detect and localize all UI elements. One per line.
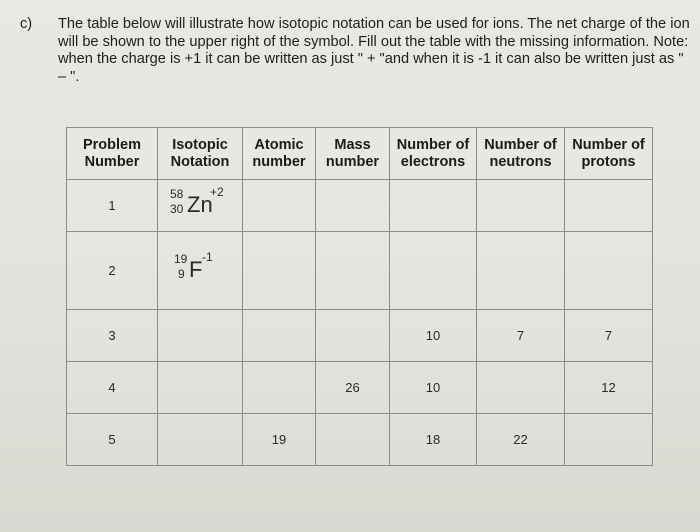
header-atomic-number: Atomic number [243, 128, 316, 180]
protons-cell[interactable] [565, 232, 653, 310]
isotope-table [66, 127, 653, 466]
electrons-cell[interactable]: 10 [390, 362, 477, 414]
atomic-number-cell[interactable] [243, 180, 316, 232]
header-isotopic-notation: Isotopic Notation [158, 128, 243, 180]
mass-number-cell[interactable] [316, 180, 390, 232]
charge-superscript: +2 [210, 185, 224, 199]
neutrons-cell[interactable] [477, 362, 565, 414]
electrons-cell[interactable] [390, 180, 477, 232]
atomic-number-cell[interactable] [243, 362, 316, 414]
problem-number-cell: 5 [67, 414, 158, 466]
header-number-of-neutrons: Number of neutrons [477, 128, 565, 180]
mass-number-superscript: 19 [174, 252, 188, 266]
atomic-number-subscript: 30 [170, 202, 184, 216]
charge-superscript: -1 [202, 250, 213, 264]
header-problem-number: Problem Number [67, 128, 158, 180]
electrons-cell[interactable] [390, 232, 477, 310]
protons-cell[interactable]: 7 [565, 310, 653, 362]
isotope-notation [170, 252, 230, 286]
electrons-cell[interactable]: 10 [390, 310, 477, 362]
isotopic-notation-cell[interactable] [158, 414, 243, 466]
neutrons-cell[interactable] [477, 180, 565, 232]
instructions-text: The table below will illustrate how isotopic notation can be used for ions. The net charge of the ion will be shown to the upper right of the symbol. Fill out the table with the missing information. Note: when the charge is +1 it can be written as just " + "and when it is -1 it can also be written just as " – ". [58, 16, 690, 85]
protons-cell[interactable] [565, 414, 653, 466]
isotopic-notation-cell[interactable] [158, 310, 243, 362]
intro-paragraph [20, 16, 690, 86]
table-header-row [67, 128, 653, 180]
problem-number-cell: 4 [67, 362, 158, 414]
atomic-number-cell[interactable] [243, 232, 316, 310]
element-symbol: F [189, 257, 203, 282]
problem-number-cell: 3 [67, 310, 158, 362]
protons-cell[interactable] [565, 180, 653, 232]
neutrons-cell[interactable] [477, 232, 565, 310]
table-row [67, 362, 653, 414]
part-label: c) [20, 16, 33, 32]
mass-number-superscript: 58 [170, 187, 184, 201]
neutrons-cell[interactable]: 22 [477, 414, 565, 466]
header-mass-number: Mass number [316, 128, 390, 180]
mass-number-cell[interactable] [316, 310, 390, 362]
neutrons-cell[interactable]: 7 [477, 310, 565, 362]
isotope-notation [170, 187, 230, 221]
table-row [67, 180, 653, 232]
protons-cell[interactable]: 12 [565, 362, 653, 414]
element-symbol: Zn [187, 192, 213, 217]
header-number-of-protons: Number of protons [565, 128, 653, 180]
electrons-cell[interactable]: 18 [390, 414, 477, 466]
isotopic-notation-cell[interactable] [158, 180, 243, 232]
atomic-number-subscript: 9 [178, 267, 185, 281]
table-row [67, 310, 653, 362]
isotopic-notation-cell[interactable] [158, 362, 243, 414]
isotopic-notation-cell[interactable] [158, 232, 243, 310]
mass-number-cell[interactable] [316, 232, 390, 310]
problem-number-cell: 2 [67, 232, 158, 310]
table-row [67, 232, 653, 310]
mass-number-cell[interactable] [316, 414, 390, 466]
mass-number-cell[interactable]: 26 [316, 362, 390, 414]
atomic-number-cell[interactable]: 19 [243, 414, 316, 466]
atomic-number-cell[interactable] [243, 310, 316, 362]
problem-number-cell: 1 [67, 180, 158, 232]
table-row [67, 414, 653, 466]
header-number-of-electrons: Number of electrons [390, 128, 477, 180]
